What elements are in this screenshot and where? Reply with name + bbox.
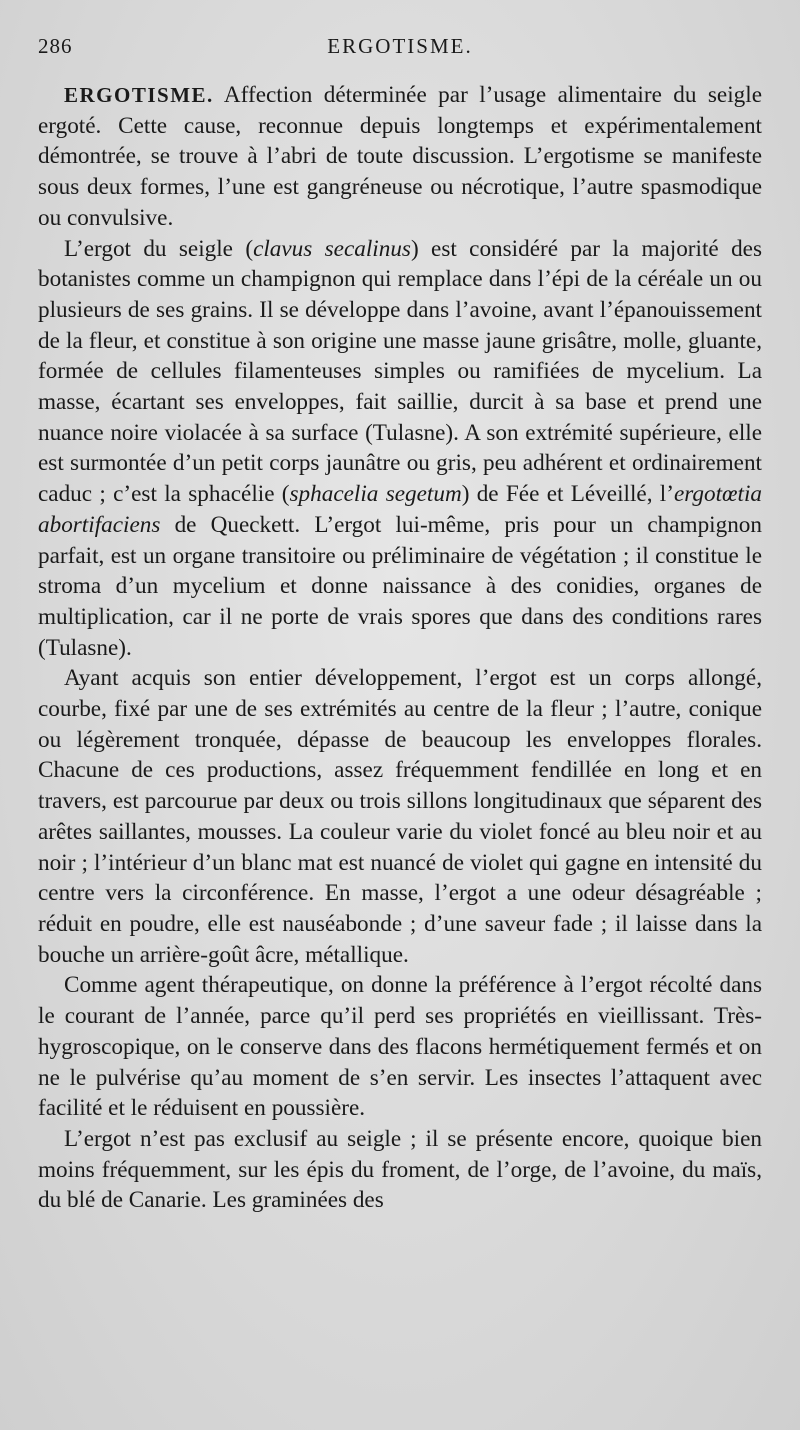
paragraph-text: Ayant acquis son entier développement, l’ergot est un corps allongé, courbe, fixé par une de ses extrémités au centre de la fleur ; l’autre, conique ou légèrement tronquée, dépasse de beaucoup les enveloppes florales. Chacune de ces productions, assez fréquemment fendillée en long et en travers, est parcourue par deux ou trois sillons longitudinaux que séparent des arêtes saillantes, mousses. La couleur varie du violet foncé au bleu noir et au noir ; l’intérieur d’un blanc mat est nuancé de violet qui gagne en intensité du centre vers la circonférence. En masse, l’ergot a une odeur désagréable ; réduit en poudre, elle est nauséabonde ; d’une saveur fade ; il laisse dans la bouche un arrière-goût âcre, métallique.: [38, 665, 762, 968]
running-title: ERGOTISME.: [327, 34, 473, 58]
paragraph-text: Affection déterminée par l’usage alimentaire du seigle ergoté. Cette cause, reconnue depuis longtemps et expérimentalement démontrée, se trouve à l’abri de toute discussion. L’ergotisme se manifeste sous deux formes, l’une est gangréneuse ou nécrotique, l’autre spasmodique ou convulsive.: [38, 82, 762, 231]
paragraph-text: ) est considéré par la majorité des botanistes comme un champignon qui remplace dans l’épi de la céréale un ou plusieurs de ses grains. Il se développe dans l’avoine, avant l’épanouissement de la fleur, et constitue à son origine une masse jaune grisâtre, molle, gluante, formée de cellules filamenteuses simples ou ramifiées de mycelium. La masse, écartant ses enveloppes, fait saillie, durcit à sa base et prend une nuance noire violacée à sa surface (Tulasne). A son extrémité supérieure, elle est surmontée d’un petit corps jaunâtre ou gris, peu adhérent et ordinairement caduc ; c’est la sphacélie (: [38, 235, 762, 508]
italic-term: ergotœtia abortifaciens: [38, 481, 762, 538]
running-head: [38, 30, 762, 66]
body-text: [38, 80, 762, 1216]
paragraph-text: Comme agent thérapeutique, on donne la préférence à l’ergot récolté dans le courant de l’année, parce qu’il perd ses propriétés en vieillissant. Très-hygroscopique, on le conserve dans des flacons hermétiquement fermés et on ne le pulvérise qu’au moment de s’en servir. Les insectes l’attaquent avec facilité et le réduisent en poussière.: [38, 972, 762, 1122]
paragraph-text: L’ergot du seigle (: [64, 235, 254, 262]
italic-term: clavus secalinus: [253, 235, 411, 262]
entry-headword: ERGOTISME.: [64, 83, 214, 107]
italic-term: sphacelia segetum: [289, 481, 462, 508]
paragraph: [38, 1124, 762, 1216]
paragraph: [38, 234, 762, 664]
paragraph-text: de Queckett. L’ergot lui-même, pris pour un champignon parfait, est un organe transitoire ou préliminaire de végétation ; il constitue le stroma d’un mycelium et donne naissance à des conidies, organes de multiplication, car il ne porte de vrais spores que dans des conditions rares (Tulasne).: [38, 511, 762, 661]
paragraph: [38, 80, 762, 234]
paragraph-text: L’ergot n’est pas exclusif au seigle ; il se présente encore, quoique bien moins fréquemment, sur les épis du froment, de l’orge, de l’avoine, du maïs, du blé de Canarie. Les graminées des: [38, 1125, 762, 1214]
paragraph: [38, 970, 762, 1124]
paragraph-text: ) de Fée et Léveillé, l’: [461, 481, 674, 508]
page-number: 286: [38, 34, 73, 58]
paragraph: [38, 663, 762, 970]
